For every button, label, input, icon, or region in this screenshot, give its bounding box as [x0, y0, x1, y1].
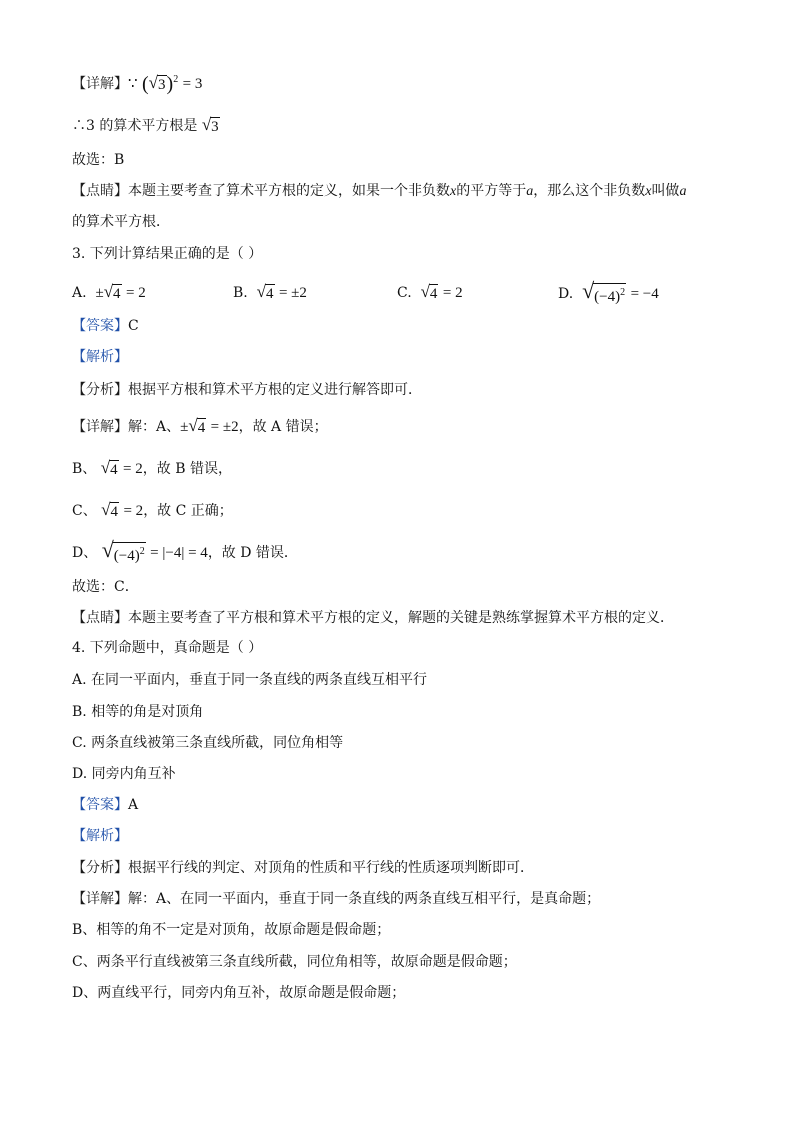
sqrt3: √ 3	[201, 115, 219, 135]
q3-detail-d: D、 √ $(-4)^2$ = |−4| = 4，故 D 错误．	[72, 537, 298, 564]
q2-therefore-line	[72, 115, 220, 137]
q3-stem: 3. 下列计算结果正确的是（ ）	[72, 246, 263, 262]
comment-label: 【点睛】	[72, 183, 128, 199]
sqrt3-squared: ( √ 3 )$^2$	[142, 73, 179, 95]
q3-option-d: D. √ $(-4)^2$ = −4	[558, 278, 659, 305]
q3-fenxi-line: 【分析】根据平方根和算术平方根的定义进行解答即可．	[72, 382, 422, 398]
q3-answer-line	[72, 316, 139, 338]
q4-option-c: C. 两条直线被第三条直线所截，同位角相等	[72, 735, 344, 751]
because-symbol: ∵	[128, 76, 138, 92]
q3-comment-line: 【点睛】本题主要考查了平方根和算术平方根的定义，解题的关键是熟练掌握算术平方根的定义．	[72, 610, 674, 626]
q2-comment-line2: 的算术平方根．	[72, 214, 170, 230]
q4-analysis-label: 【解析】	[72, 828, 128, 844]
q4-option-a: A. 在同一平面内，垂直于同一条直线的两条直线互相平行	[72, 672, 428, 688]
answer-value: A	[128, 797, 139, 813]
q2-comment-line1: 【点睛】本题主要考查了算术平方根的定义，如果一个非负数x的平方等于a，那么这个非负数x叫做a	[72, 183, 687, 199]
q3-detail-a: 【详解】解：A、± √ 4 = ±2，故 A 错误；	[72, 416, 328, 436]
q3-choice: 故选：C．	[72, 579, 139, 595]
q4-fenxi-line: 【分析】根据平行线的判定、对顶角的性质和平行线的性质逐项判断即可．	[72, 860, 534, 876]
detail-label: 【详解】	[72, 76, 128, 92]
var-x: x	[645, 184, 652, 199]
q4-stem: 4. 下列命题中，真命题是（ ）	[72, 640, 263, 656]
q3-option-b: B. √ 4 = ±2	[233, 282, 307, 302]
answer-value: C	[128, 318, 139, 334]
q4-option-d: D. 同旁内角互补	[72, 766, 176, 782]
q3-option-c: C. √ 4 = 2	[397, 282, 463, 302]
q2-detail-line	[72, 70, 203, 95]
q3-detail-c: C、 √ 4 = 2，故 C 正确；	[72, 500, 233, 520]
q4-detail-b: B、相等的角不一定是对顶角，故原命题是假命题；	[72, 922, 391, 938]
q2-choice: 故选：B	[72, 152, 125, 168]
q3-detail-b: B、 √ 4 = 2，故 B 错误，	[72, 458, 232, 478]
var-x: x	[450, 184, 457, 199]
q3-analysis-label: 【解析】	[72, 349, 128, 365]
detail-result: = 3	[182, 76, 203, 92]
q4-detail-a: 【详解】解：A、在同一平面内，垂直于同一条直线的两条直线互相平行，是真命题；	[72, 891, 601, 907]
q4-answer-line: 【答案】A	[72, 797, 139, 813]
q4-detail-c: C、两条平行直线被第三条直线所截，同位角相等，故原命题是假命题；	[72, 954, 517, 970]
q3-option-a: A. ± √ 4 = 2	[72, 282, 146, 302]
q4-option-b: B. 相等的角是对顶角	[72, 704, 204, 720]
var-a: a	[679, 184, 687, 199]
q4-detail-d: D、两直线平行，同旁内角互补，故原命题是假命题；	[72, 985, 406, 1001]
var-a: a	[526, 184, 534, 199]
answer-label: 【答案】	[72, 318, 128, 334]
therefore-text: ∴3 的算术平方根是	[72, 118, 198, 134]
